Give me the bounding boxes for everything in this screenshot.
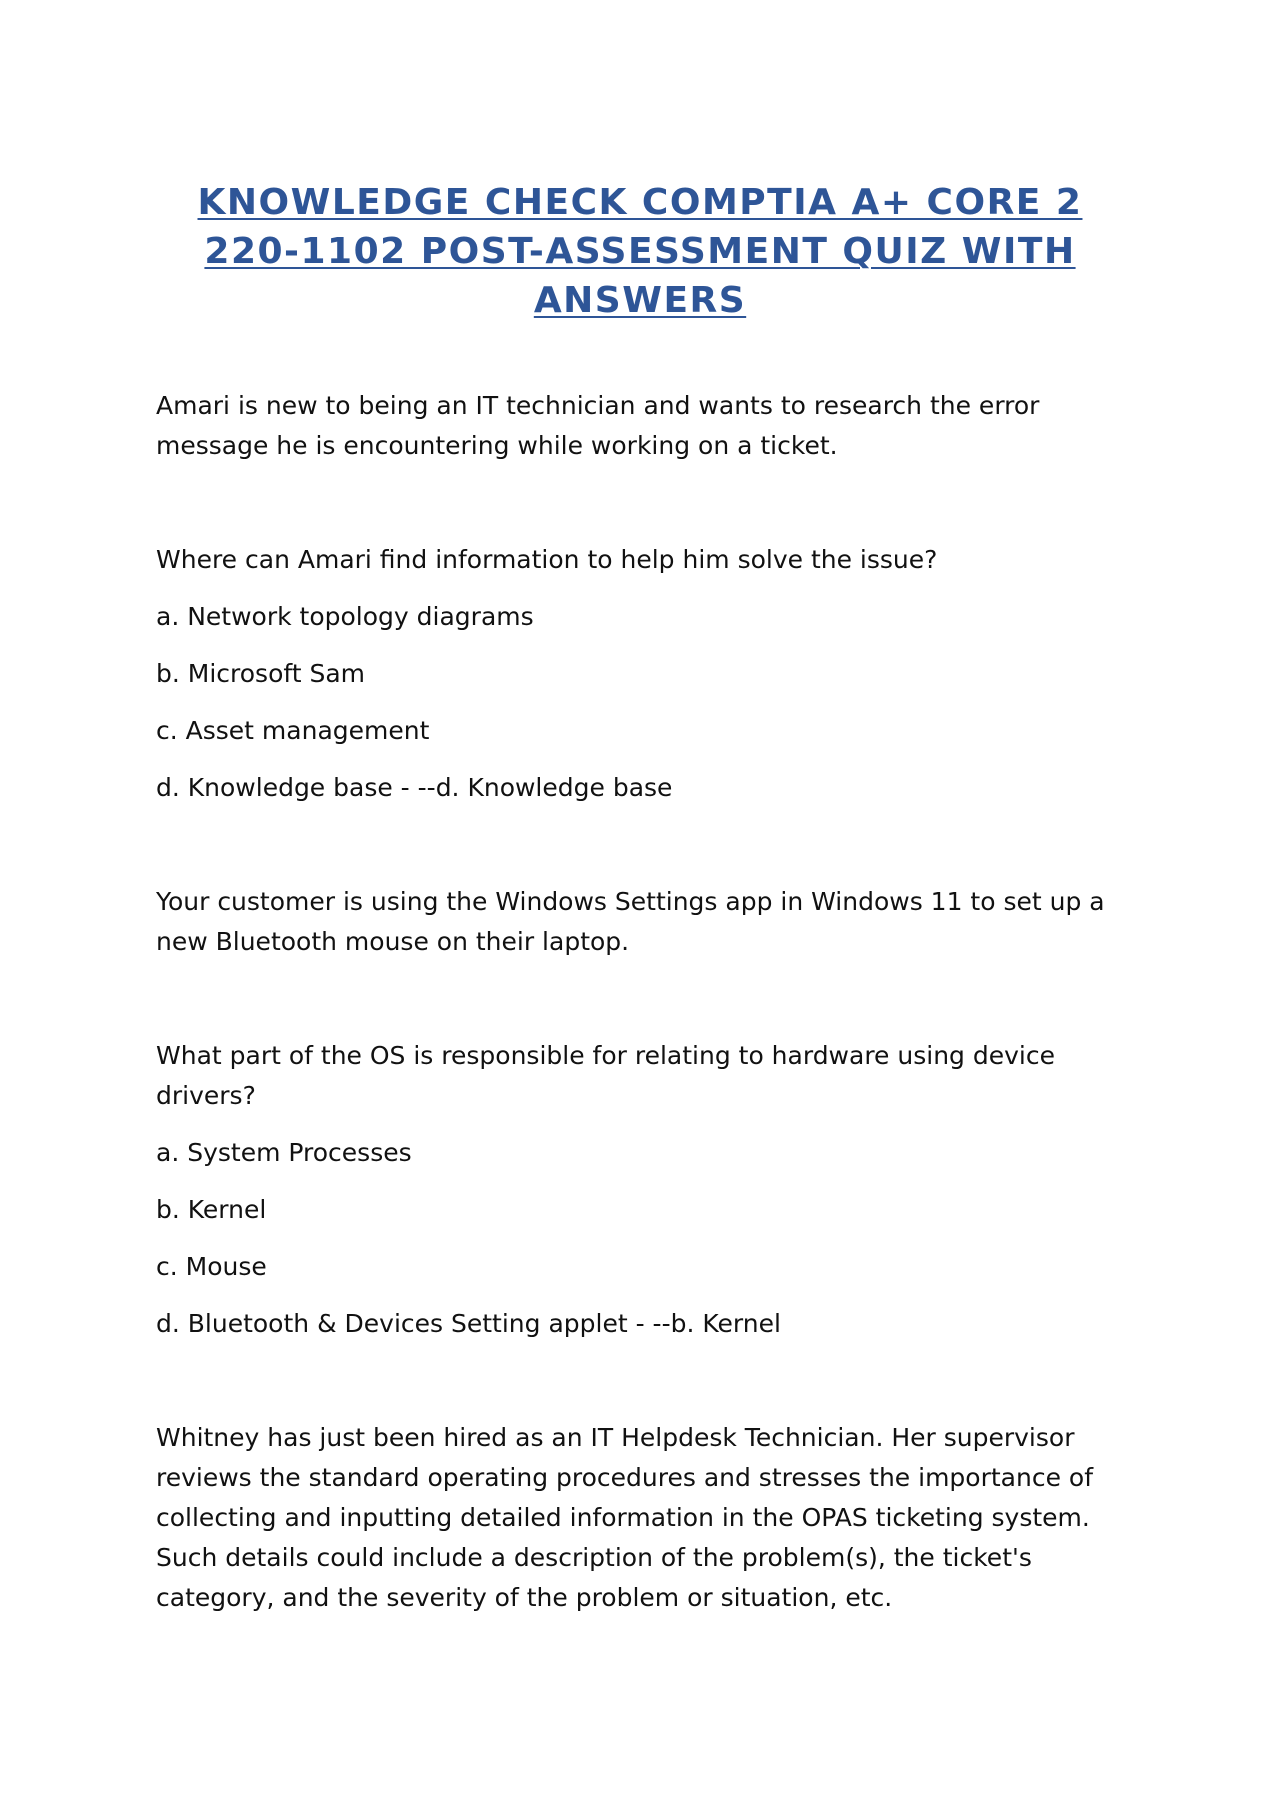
question-1-scenario: Amari is new to being an IT technician and wants to research the error message he is encountering while working on a ticket. [156,391,1040,460]
document-title: KNOWLEDGE CHECK COMPTIA A+ CORE 2 220-1102 POST-ASSESSMENT QUIZ WITH ANSWERS [197,182,1083,321]
question-1-option-b: b. Microsoft Sam [156,659,366,688]
question-2-prompt: What part of the OS is responsible for relating to hardware using device drivers? [156,1041,1055,1110]
question-2-option-b: b. Kernel [156,1195,267,1224]
question-1-prompt: Where can Amari find information to help him solve the issue? [156,545,938,574]
question-1-option-d: d. Knowledge base - --d. Knowledge base [156,773,673,802]
document-body [156,386,1146,1618]
question-3-scenario: Whitney has just been hired as an IT Helpdesk Technician. Her supervisor reviews the standard operating procedures and stresses the importance of collecting and inputting detailed information in the OPAS ticketing system. Such details could include a description of the problem(s), the ticket's category, and the severity of the problem or situation, etc. [156,1423,1093,1612]
question-2-scenario: Your customer is using the Windows Settings app in Windows 11 to set up a new Bluetooth mouse on their laptop. [156,887,1105,956]
question-2-option-a: a. System Processes [156,1138,412,1167]
question-1-option-a: a. Network topology diagrams [156,602,534,631]
question-1-option-c: c. Asset management [156,716,430,745]
question-2-option-d: d. Bluetooth & Devices Setting applet - --b. Kernel [156,1309,781,1338]
question-2-option-c: c. Mouse [156,1252,267,1281]
